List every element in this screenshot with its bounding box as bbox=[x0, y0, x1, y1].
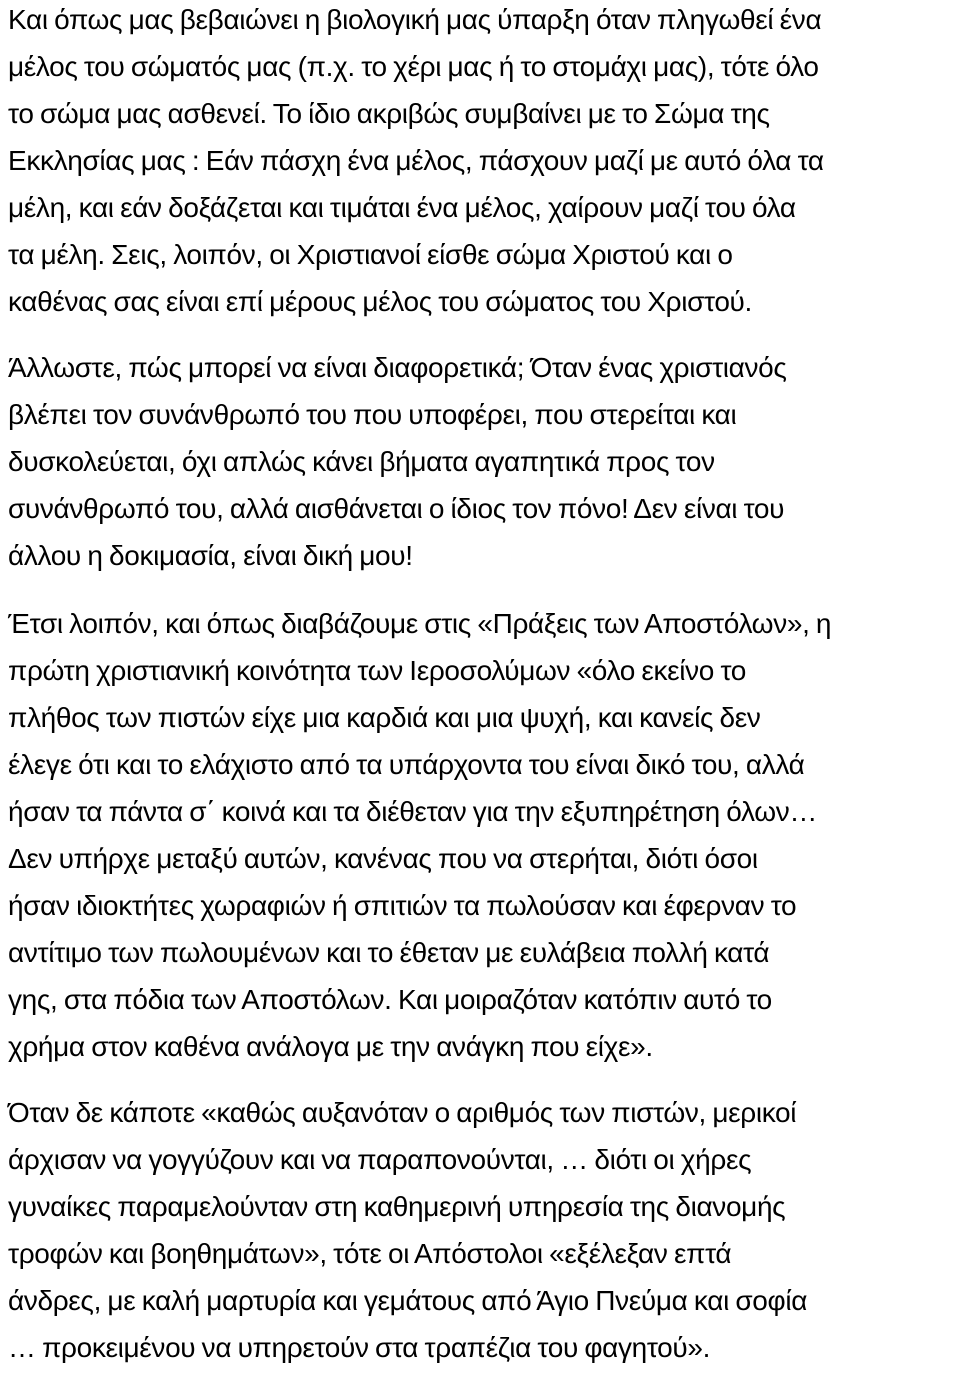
text-line: αντίτιμο των πωλουμένων και το έθεταν με ευλάβεια πολλή κατά bbox=[8, 937, 770, 968]
text-line: πλήθος των πιστών είχε μια καρδιά και μια ψυχή, και κανείς δεν bbox=[8, 702, 761, 733]
text-line: Και όπως μας βεβαιώνει η βιολογική μας ύπαρξη όταν πληγωθεί ένα bbox=[8, 4, 822, 35]
text-line: τροφών και βοηθημάτων», τότε οι Απόστολοι «εξέλεξαν επτά bbox=[8, 1238, 732, 1269]
text-line: ήσαν τα πάντα σ΄ κοινά και τα διέθεταν για την εξυπηρέτηση όλων… bbox=[8, 796, 818, 827]
text-line: πρώτη χριστιανική κοινότητα των Ιεροσολύμων «όλο εκείνο το bbox=[8, 655, 746, 686]
text-line: βλέπει τον συνάνθρωπό του που υποφέρει, που στερείται και bbox=[8, 399, 737, 430]
text-line: τα μέλη. Σεις, λοιπόν, οι Χριστιανοί είσθε σώμα Χριστού και ο bbox=[8, 239, 733, 270]
text-line: χρήμα στον καθένα ανάλογα με την ανάγκη που είχε». bbox=[8, 1031, 653, 1062]
text-line: δυσκολεύεται, όχι απλώς κάνει βήματα αγαπητικά προς τον bbox=[8, 446, 715, 477]
text-line: γυναίκες παραμελούνταν στη καθημερινή υπηρεσία της διανομής bbox=[8, 1191, 786, 1222]
text-line: έλεγε ότι και το ελάχιστο από τα υπάρχοντα του είναι δικό του, αλλά bbox=[8, 749, 805, 780]
text-line: άνδρες, με καλή μαρτυρία και γεμάτους από Άγιο Πνεύμα και σοφία bbox=[8, 1285, 808, 1316]
text-line: Εκκλησίας μας : Εάν πάσχη ένα μέλος, πάσχουν μαζί με αυτό όλα τα bbox=[8, 145, 824, 176]
text-line: άλλου η δοκιμασία, είναι δική μου! bbox=[8, 540, 413, 571]
text-line: Έτσι λοιπόν, και όπως διαβάζουμε στις «Πράξεις των Αποστόλων», η bbox=[8, 608, 832, 639]
text-line: Όταν δε κάποτε «καθώς αυξανόταν ο αριθμός των πιστών, μερικοί bbox=[8, 1097, 797, 1128]
text-line: … προκειμένου να υπηρετούν στα τραπέζια του φαγητού». bbox=[8, 1332, 710, 1363]
text-line: μέλη, και εάν δοξάζεται και τιμάται ένα μέλος, χαίρουν μαζί του όλα bbox=[8, 192, 796, 223]
text-line: μέλος του σώματός μας (π.χ. το χέρι μας ή το στομάχι μας), τότε όλο bbox=[8, 51, 819, 82]
text-line: Άλλωστε, πώς μπορεί να είναι διαφορετικά; Όταν ένας χριστιανός bbox=[8, 352, 787, 383]
text-line: άρχισαν να γογγύζουν και να παραπονούνται, … διότι οι χήρες bbox=[8, 1144, 752, 1175]
text-line: συνάνθρωπό του, αλλά αισθάνεται ο ίδιος τον πόνο! Δεν είναι του bbox=[8, 493, 785, 524]
text-line: καθένας σας είναι επί μέρους μέλος του σώματος του Χριστού. bbox=[8, 286, 752, 317]
text-line: Δεν υπήρχε μεταξύ αυτών, κανένας που να στερήται, διότι όσοι bbox=[8, 843, 758, 874]
text-line: το σώμα μας ασθενεί. Το ίδιο ακριβώς συμβαίνει με το Σώμα της bbox=[8, 98, 770, 129]
text-line: γης, στα πόδια των Αποστόλων. Και μοιραζόταν κατόπιν αυτό το bbox=[8, 984, 772, 1015]
text-line: ήσαν ιδιοκτήτες χωραφιών ή σπιτιών τα πωλούσαν και έφερναν το bbox=[8, 890, 797, 921]
